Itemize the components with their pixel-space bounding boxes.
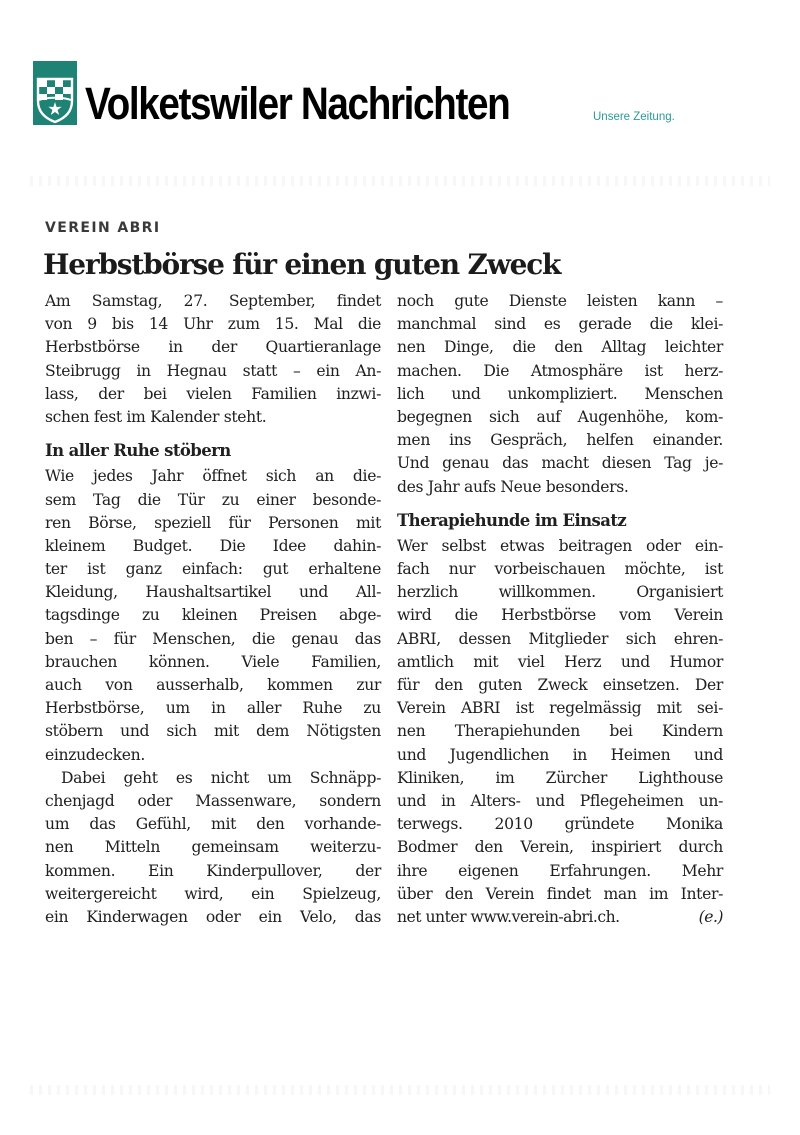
text-line: des Jahr aufs Neue besonders.: [397, 477, 629, 496]
text-line: ben – für Menschen, die genau das: [45, 629, 381, 648]
text-line: Wer selbst etwas beitragen oder ein-: [397, 536, 723, 555]
text-line: über den Verein findet man im Inter-: [397, 884, 723, 903]
text-line: Herbstbörse, um in aller Ruhe zu: [45, 699, 381, 718]
text-line: men ins Gespräch, helfen einander.: [397, 431, 723, 450]
text-line: manchmal sind es gerade die klei-: [397, 315, 723, 334]
text-line: Herbstbörse in der Quartieranlage: [45, 338, 381, 357]
text-line: Kliniken, im Zürcher Lighthouse: [397, 768, 723, 787]
article-column-right: [397, 290, 723, 929]
text-line: lass, der bei vielen Familien inzwi-: [45, 384, 381, 403]
text-line: ihre eigenen Erfahrungen. Mehr: [397, 861, 723, 880]
scan-noise: [30, 1085, 770, 1095]
text-line: Steibrugg in Hegnau statt – ein An-: [45, 361, 381, 380]
article-column-left: [45, 290, 381, 929]
text-line: weitergereicht wird, ein Spielzeug,: [45, 884, 381, 903]
text-line: kleinem Budget. Die Idee dahin-: [45, 536, 381, 555]
text-line: sem Tag die Tür zu einer besonde-: [45, 490, 381, 509]
text-line: begegnen sich auf Augenhöhe, kom-: [397, 407, 723, 426]
text-line: fach nur vorbeischauen möchte, ist: [397, 560, 723, 579]
text-line: machen. Die Atmosphäre ist herz-: [397, 361, 723, 380]
text-line: chenjagd oder Massenware, sondern: [45, 791, 381, 810]
text-line: stöbern und sich mit dem Nötigsten: [45, 722, 381, 741]
text-line: einzudecken.: [45, 745, 145, 764]
text-line: und in Alters- und Pflegeheimen un-: [397, 791, 723, 810]
text-line: tagsdinge zu kleinen Preisen abge-: [45, 606, 381, 625]
text-line: und Jugendlichen in Heimen und: [397, 745, 723, 764]
text-line: terwegs. 2010 gründete Monika: [397, 815, 723, 834]
author-signature: (e.): [698, 907, 723, 926]
text-line: nen Dinge, die den Alltag leichter: [397, 338, 723, 357]
masthead: [33, 59, 578, 129]
text-line: um das Gefühl, mit den vorhande-: [45, 815, 381, 834]
text-line: ter ist ganz einfach: gut erhaltene: [45, 560, 381, 579]
text-line: ABRI, dessen Mitglieder sich ehren-: [397, 629, 723, 648]
text-line: nen Mitteln gemeinsam weiterzu-: [45, 838, 381, 857]
article-headline: Herbstbörse für einen guten Zweck: [43, 248, 561, 281]
text-line: Dabei geht es nicht um Schnäpp-: [61, 768, 381, 787]
subheading: Therapiehunde im Einsatz: [397, 510, 627, 530]
text-line: brauchen können. Viele Familien,: [45, 652, 381, 671]
scan-noise: [30, 176, 770, 186]
newspaper-title: Volketswiler Nachrichten: [85, 78, 510, 129]
final-line: [397, 906, 723, 929]
text-line: für den guten Zweck einsetzen. Der: [397, 676, 723, 694]
text-line: amtlich mit viel Herz und Humor: [397, 652, 723, 671]
text-line: Wie jedes Jahr öffnet sich an die-: [45, 467, 381, 486]
text-line: herzlich willkommen. Organisiert: [397, 583, 723, 602]
text-line: Kleidung, Haushaltsartikel und All-: [45, 583, 381, 602]
website-link-text: net unter www.verein-abri.ch.: [397, 907, 620, 926]
article-kicker: VEREIN ABRI: [45, 220, 161, 236]
text-line: noch gute Dienste leisten kann –: [397, 292, 723, 310]
text-line: schen fest im Kalender steht.: [45, 407, 267, 426]
text-line: ein Kinderwagen oder ein Velo, das: [45, 907, 381, 926]
text-line: auch von ausserhalb, kommen zur: [45, 676, 381, 694]
text-line: Am Samstag, 27. September, findet: [45, 292, 381, 310]
text-line: Bodmer den Verein, inspiriert durch: [397, 838, 723, 857]
text-line: von 9 bis 14 Uhr zum 15. Mal die: [45, 315, 381, 334]
text-line: wird die Herbstbörse vom Verein: [397, 606, 723, 625]
text-line: lich und unkompliziert. Menschen: [397, 384, 723, 403]
tagline: Unsere Zeitung.: [593, 111, 675, 123]
text-line: ren Börse, speziell für Personen mit: [45, 513, 381, 532]
text-line: kommen. Ein Kinderpullover, der: [45, 861, 381, 880]
text-line: Verein ABRI ist regelmässig mit sei-: [397, 699, 723, 718]
text-line: nen Therapiehunden bei Kindern: [397, 722, 723, 741]
volketswil-coat-of-arms-icon: [33, 61, 77, 125]
text-line: Und genau das macht diesen Tag je-: [397, 454, 723, 473]
subheading: In aller Ruhe stöbern: [45, 441, 231, 461]
